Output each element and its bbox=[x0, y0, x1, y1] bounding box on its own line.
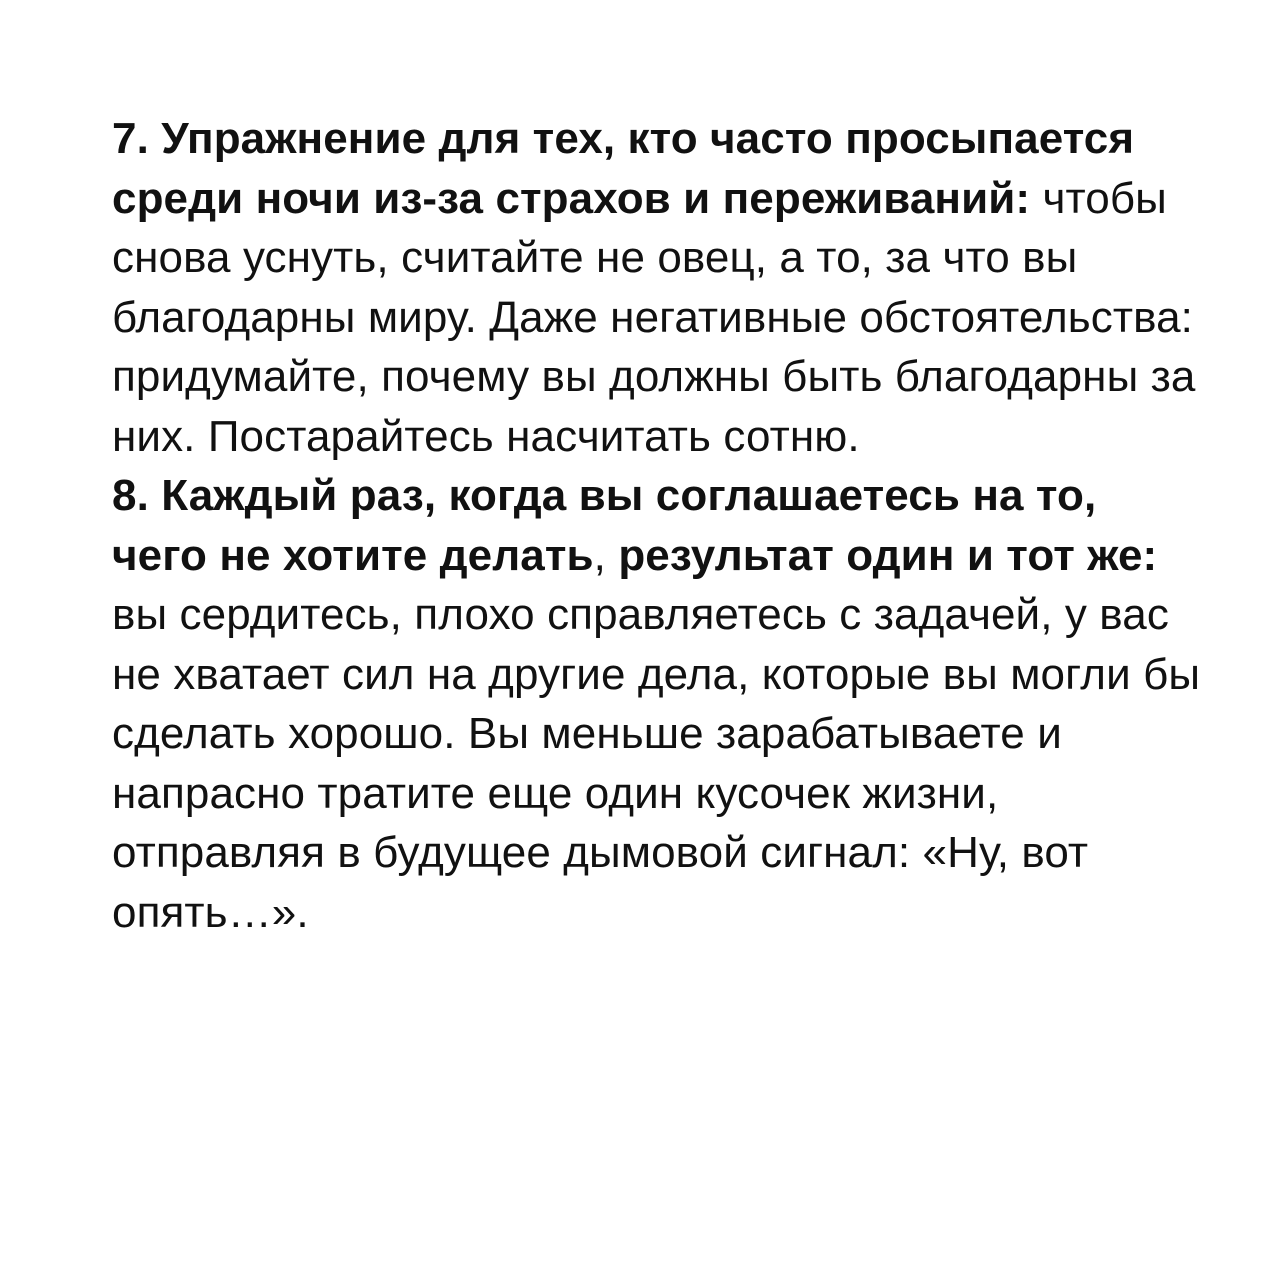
text-line bbox=[112, 704, 1242, 764]
text-line bbox=[112, 228, 1242, 288]
text-line bbox=[112, 288, 1242, 348]
text-segment: благодарны миру. Даже негативные обстоятельства: bbox=[112, 292, 1193, 342]
text-block bbox=[112, 109, 1242, 942]
text-segment: снова уснуть, считайте не овец, а то, за что вы bbox=[112, 233, 1078, 282]
text-segment: чтобы bbox=[1030, 173, 1167, 223]
text-segment: чего не хотите делать bbox=[112, 530, 594, 580]
text-line bbox=[112, 466, 1242, 526]
text-segment: опять…». bbox=[112, 887, 309, 937]
text-segment: 8. Каждый раз, когда вы соглашаетесь на то, bbox=[112, 471, 1097, 520]
text-line bbox=[112, 585, 1242, 645]
text-segment: напрасно тратите еще один кусочек жизни, bbox=[112, 768, 999, 818]
text-line bbox=[112, 407, 1242, 467]
text-segment: них. Постарайтесь насчитать сотню. bbox=[112, 411, 860, 461]
text-segment: , bbox=[593, 530, 619, 580]
text-segment: придумайте, почему вы должны быть благодарны за bbox=[112, 352, 1196, 401]
text-line bbox=[112, 823, 1242, 883]
text-segment: не хватает сил на другие дела, которые вы могли бы bbox=[112, 649, 1201, 699]
text-segment: сделать хорошо. Вы меньше зарабатываете и bbox=[112, 709, 1062, 758]
text-line bbox=[112, 109, 1242, 169]
text-line bbox=[112, 526, 1242, 586]
text-line bbox=[112, 645, 1242, 705]
text-line bbox=[112, 169, 1242, 229]
text-segment: отправляя в будущее дымовой сигнал: «Ну, вот bbox=[112, 828, 1089, 877]
text-segment: 7. Упражнение для тех, кто часто просыпается bbox=[112, 114, 1135, 163]
text-line bbox=[112, 347, 1242, 407]
text-line bbox=[112, 764, 1242, 824]
text-line bbox=[112, 883, 1242, 943]
text-segment: среди ночи из-за страхов и переживаний: bbox=[112, 173, 1031, 223]
text-segment: результат один и тот же: bbox=[618, 530, 1158, 580]
text-segment: вы сердитесь, плохо справляетесь с задачей, у вас bbox=[112, 590, 1169, 639]
